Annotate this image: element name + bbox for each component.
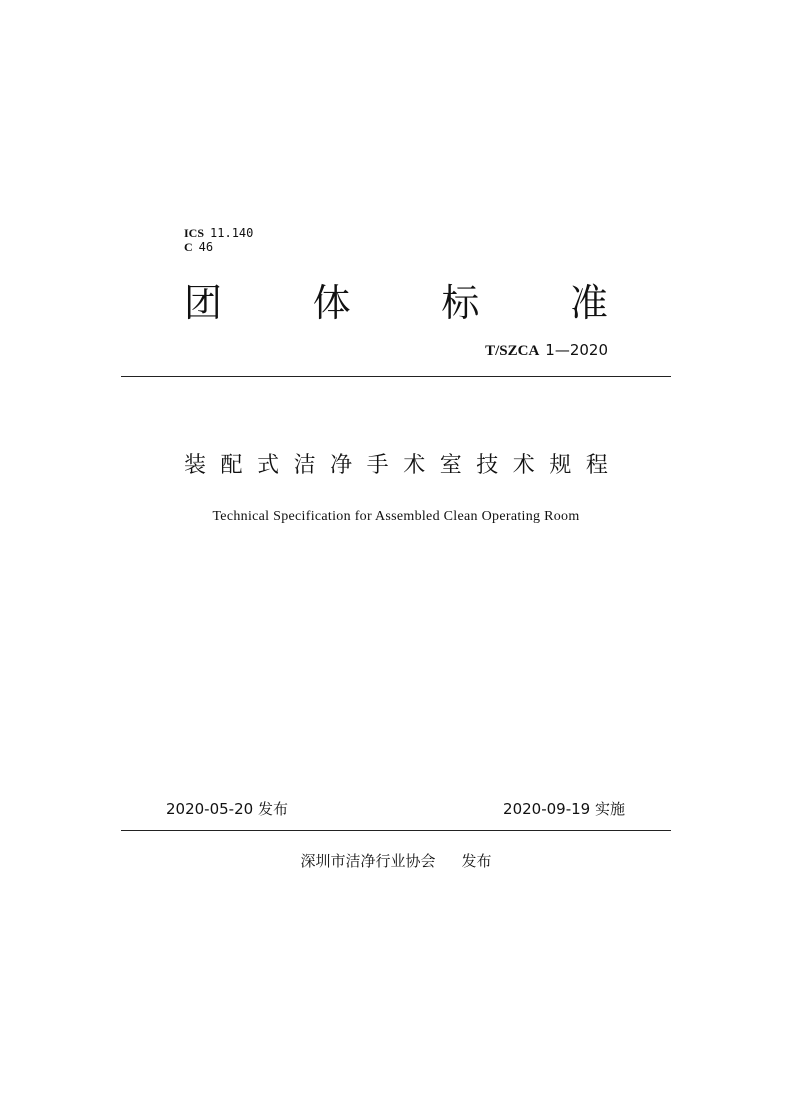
ics-classification bbox=[184, 226, 253, 240]
title-char: 配 bbox=[220, 452, 243, 478]
ics-value: 11.140 bbox=[210, 226, 254, 240]
standard-year: 1—2020 bbox=[545, 341, 608, 359]
english-title: Technical Specification for Assembled Clean Operating Room bbox=[212, 509, 580, 524]
implementation-date: 2020-09-19 实施 bbox=[503, 800, 625, 818]
top-divider bbox=[121, 376, 671, 377]
doc-type-char: 体 bbox=[312, 281, 351, 325]
title-char: 手 bbox=[366, 452, 389, 478]
doc-type-char: 准 bbox=[569, 281, 608, 325]
bottom-divider bbox=[121, 830, 671, 831]
publisher-name: 深圳市洁净行业协会 bbox=[300, 852, 436, 870]
doc-type-char: 团 bbox=[184, 281, 223, 325]
title-char: 技 bbox=[476, 452, 499, 478]
doc-type-char: 标 bbox=[441, 281, 480, 325]
title-char: 室 bbox=[439, 452, 462, 478]
title-char: 式 bbox=[257, 452, 280, 478]
title-char: 术 bbox=[512, 452, 535, 478]
title-char: 规 bbox=[549, 452, 572, 478]
publisher-action: 发布 bbox=[461, 852, 492, 870]
ccs-value: 46 bbox=[198, 240, 214, 254]
standard-number bbox=[485, 340, 608, 361]
title-char: 装 bbox=[184, 452, 207, 478]
issue-date: 2020-05-20 发布 bbox=[166, 800, 288, 818]
ics-label: ICS bbox=[184, 226, 205, 240]
title-char: 洁 bbox=[293, 452, 316, 478]
ccs-label: C bbox=[184, 240, 193, 254]
title-char: 净 bbox=[330, 452, 353, 478]
ccs-classification bbox=[184, 240, 213, 254]
chinese-title bbox=[184, 446, 608, 480]
publisher-line bbox=[0, 850, 792, 872]
document-type-heading bbox=[184, 278, 608, 328]
standard-code: T/SZCA bbox=[485, 343, 540, 359]
title-char: 术 bbox=[403, 452, 426, 478]
title-char: 程 bbox=[585, 452, 608, 478]
